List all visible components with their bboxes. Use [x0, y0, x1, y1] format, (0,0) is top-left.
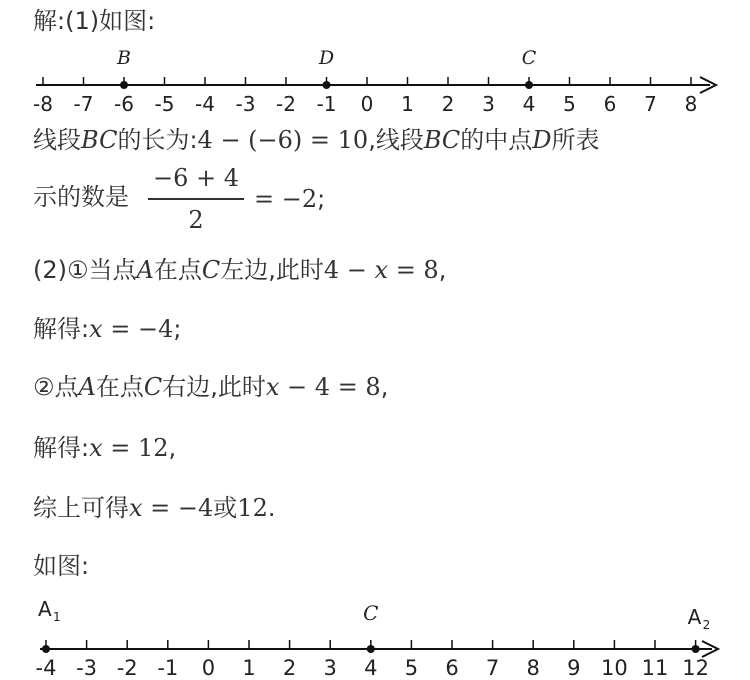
equation-part: = −4	[102, 315, 174, 343]
point-label-c: C	[363, 601, 379, 625]
point-dot	[367, 645, 375, 653]
tick-label: 11	[641, 656, 669, 680]
text: ,线段	[368, 126, 424, 154]
tick-label: 4	[522, 92, 536, 116]
tick-label: -2	[276, 92, 296, 116]
conclusion	[33, 493, 275, 523]
tick-label: -3	[76, 656, 98, 680]
tick-label: 1	[401, 92, 414, 116]
text: (2)①当点	[33, 256, 137, 284]
point-label: C	[521, 47, 537, 69]
solution-heading	[33, 6, 155, 36]
tick-label: -8	[33, 92, 53, 116]
text: 线段	[33, 126, 81, 154]
tick-label: 2	[441, 92, 455, 116]
point-c: C	[143, 373, 163, 401]
point-dot	[42, 645, 50, 653]
text: 的中点	[460, 126, 533, 154]
subscript-2: 2	[702, 618, 711, 632]
tick-label: -2	[116, 656, 138, 680]
tick-label: 0	[360, 92, 374, 116]
variable-x: x	[89, 315, 103, 343]
text: 如图:	[33, 552, 90, 580]
punct: ;	[173, 315, 182, 343]
equation-part: 4 −	[323, 256, 375, 284]
text: 解得:	[33, 315, 90, 343]
point-dot	[692, 645, 700, 653]
tick-label: 5	[563, 92, 576, 116]
tick-label: 5	[404, 656, 419, 680]
text: 左边,此时	[220, 256, 324, 284]
text: 在点	[153, 256, 202, 284]
tick-label: 7	[644, 92, 657, 116]
point-dot	[323, 81, 331, 89]
text: 综上可得	[33, 494, 129, 522]
text: 或	[213, 494, 238, 522]
point-d: D	[532, 126, 552, 154]
figure-heading	[33, 551, 89, 581]
tick-label: 6	[445, 656, 459, 680]
segment-bc: BC	[81, 126, 118, 154]
tick-label: 6	[603, 92, 617, 116]
case-1-condition	[33, 255, 446, 285]
punct: ,	[380, 373, 389, 401]
tick-label: -4	[195, 92, 215, 116]
case-2-solution	[33, 433, 176, 463]
point-label: B	[117, 47, 131, 69]
fraction	[148, 164, 244, 234]
subscript-1: 1	[53, 610, 61, 624]
text: 的长为:	[117, 126, 198, 154]
tick-label: -6	[114, 92, 134, 116]
tick-label: -1	[157, 656, 179, 680]
point-label-a2: A	[687, 605, 702, 629]
tick-label: 0	[201, 656, 216, 680]
variable-x: x	[89, 434, 103, 462]
heading-text: 解:(1)如图:	[33, 7, 156, 35]
line-segment-length	[33, 125, 600, 155]
tick-label: -3	[235, 92, 256, 116]
tick-label: 4	[364, 656, 378, 680]
variable-x: x	[265, 373, 280, 401]
point-a: A	[78, 373, 96, 401]
case-1-solution	[33, 314, 181, 344]
number: 12	[237, 494, 268, 522]
segment-bc: BC	[423, 126, 461, 154]
punct: ;	[317, 185, 326, 213]
tick-label: 10	[601, 656, 628, 680]
punct: ,	[438, 256, 447, 284]
midpoint-result	[254, 184, 325, 214]
text: 在点	[95, 373, 144, 401]
punct: .	[267, 494, 276, 522]
result: = −2	[254, 185, 318, 213]
variable-x: x	[374, 256, 389, 284]
tick-label: 3	[482, 92, 495, 116]
point-dot	[525, 81, 533, 89]
variable-x: x	[129, 494, 143, 522]
equation-part: = 12	[102, 434, 169, 462]
tick-label: 1	[242, 656, 256, 680]
tick-label: 8	[526, 656, 540, 680]
text: ②点	[33, 373, 79, 401]
tick-label: 7	[485, 656, 500, 680]
tick-label: 8	[684, 92, 698, 116]
text: 所表	[551, 126, 600, 154]
text: 示的数是	[33, 183, 129, 211]
number-line-2	[0, 598, 750, 678]
tick-label: -7	[73, 92, 94, 116]
point-a: A	[136, 256, 154, 284]
tick-label: 2	[282, 656, 297, 680]
tick-label: 3	[323, 656, 337, 680]
number-line-1	[0, 47, 750, 116]
point-label: D	[318, 47, 335, 69]
fraction-denominator: 2	[188, 206, 204, 234]
case-2-condition	[33, 372, 388, 402]
tick-label: 9	[567, 656, 581, 680]
point-dot	[120, 81, 128, 89]
length-expression: 4 − (−6) = 10	[197, 126, 369, 154]
text: 右边,此时	[162, 373, 266, 401]
midpoint-text	[33, 182, 129, 212]
equation-part: = −4	[142, 494, 214, 522]
point-c: C	[201, 256, 221, 284]
equation-part: = 8	[388, 256, 439, 284]
punct: ,	[168, 434, 177, 462]
equation-part: − 4 = 8	[279, 373, 381, 401]
tick-label: -1	[316, 92, 337, 116]
tick-label: -5	[154, 92, 175, 116]
text: 解得:	[33, 434, 90, 462]
tick-label: -4	[35, 656, 57, 680]
point-label-a1: A	[38, 597, 52, 621]
tick-label: 12	[682, 656, 709, 680]
fraction-numerator: −6 + 4	[148, 164, 244, 200]
